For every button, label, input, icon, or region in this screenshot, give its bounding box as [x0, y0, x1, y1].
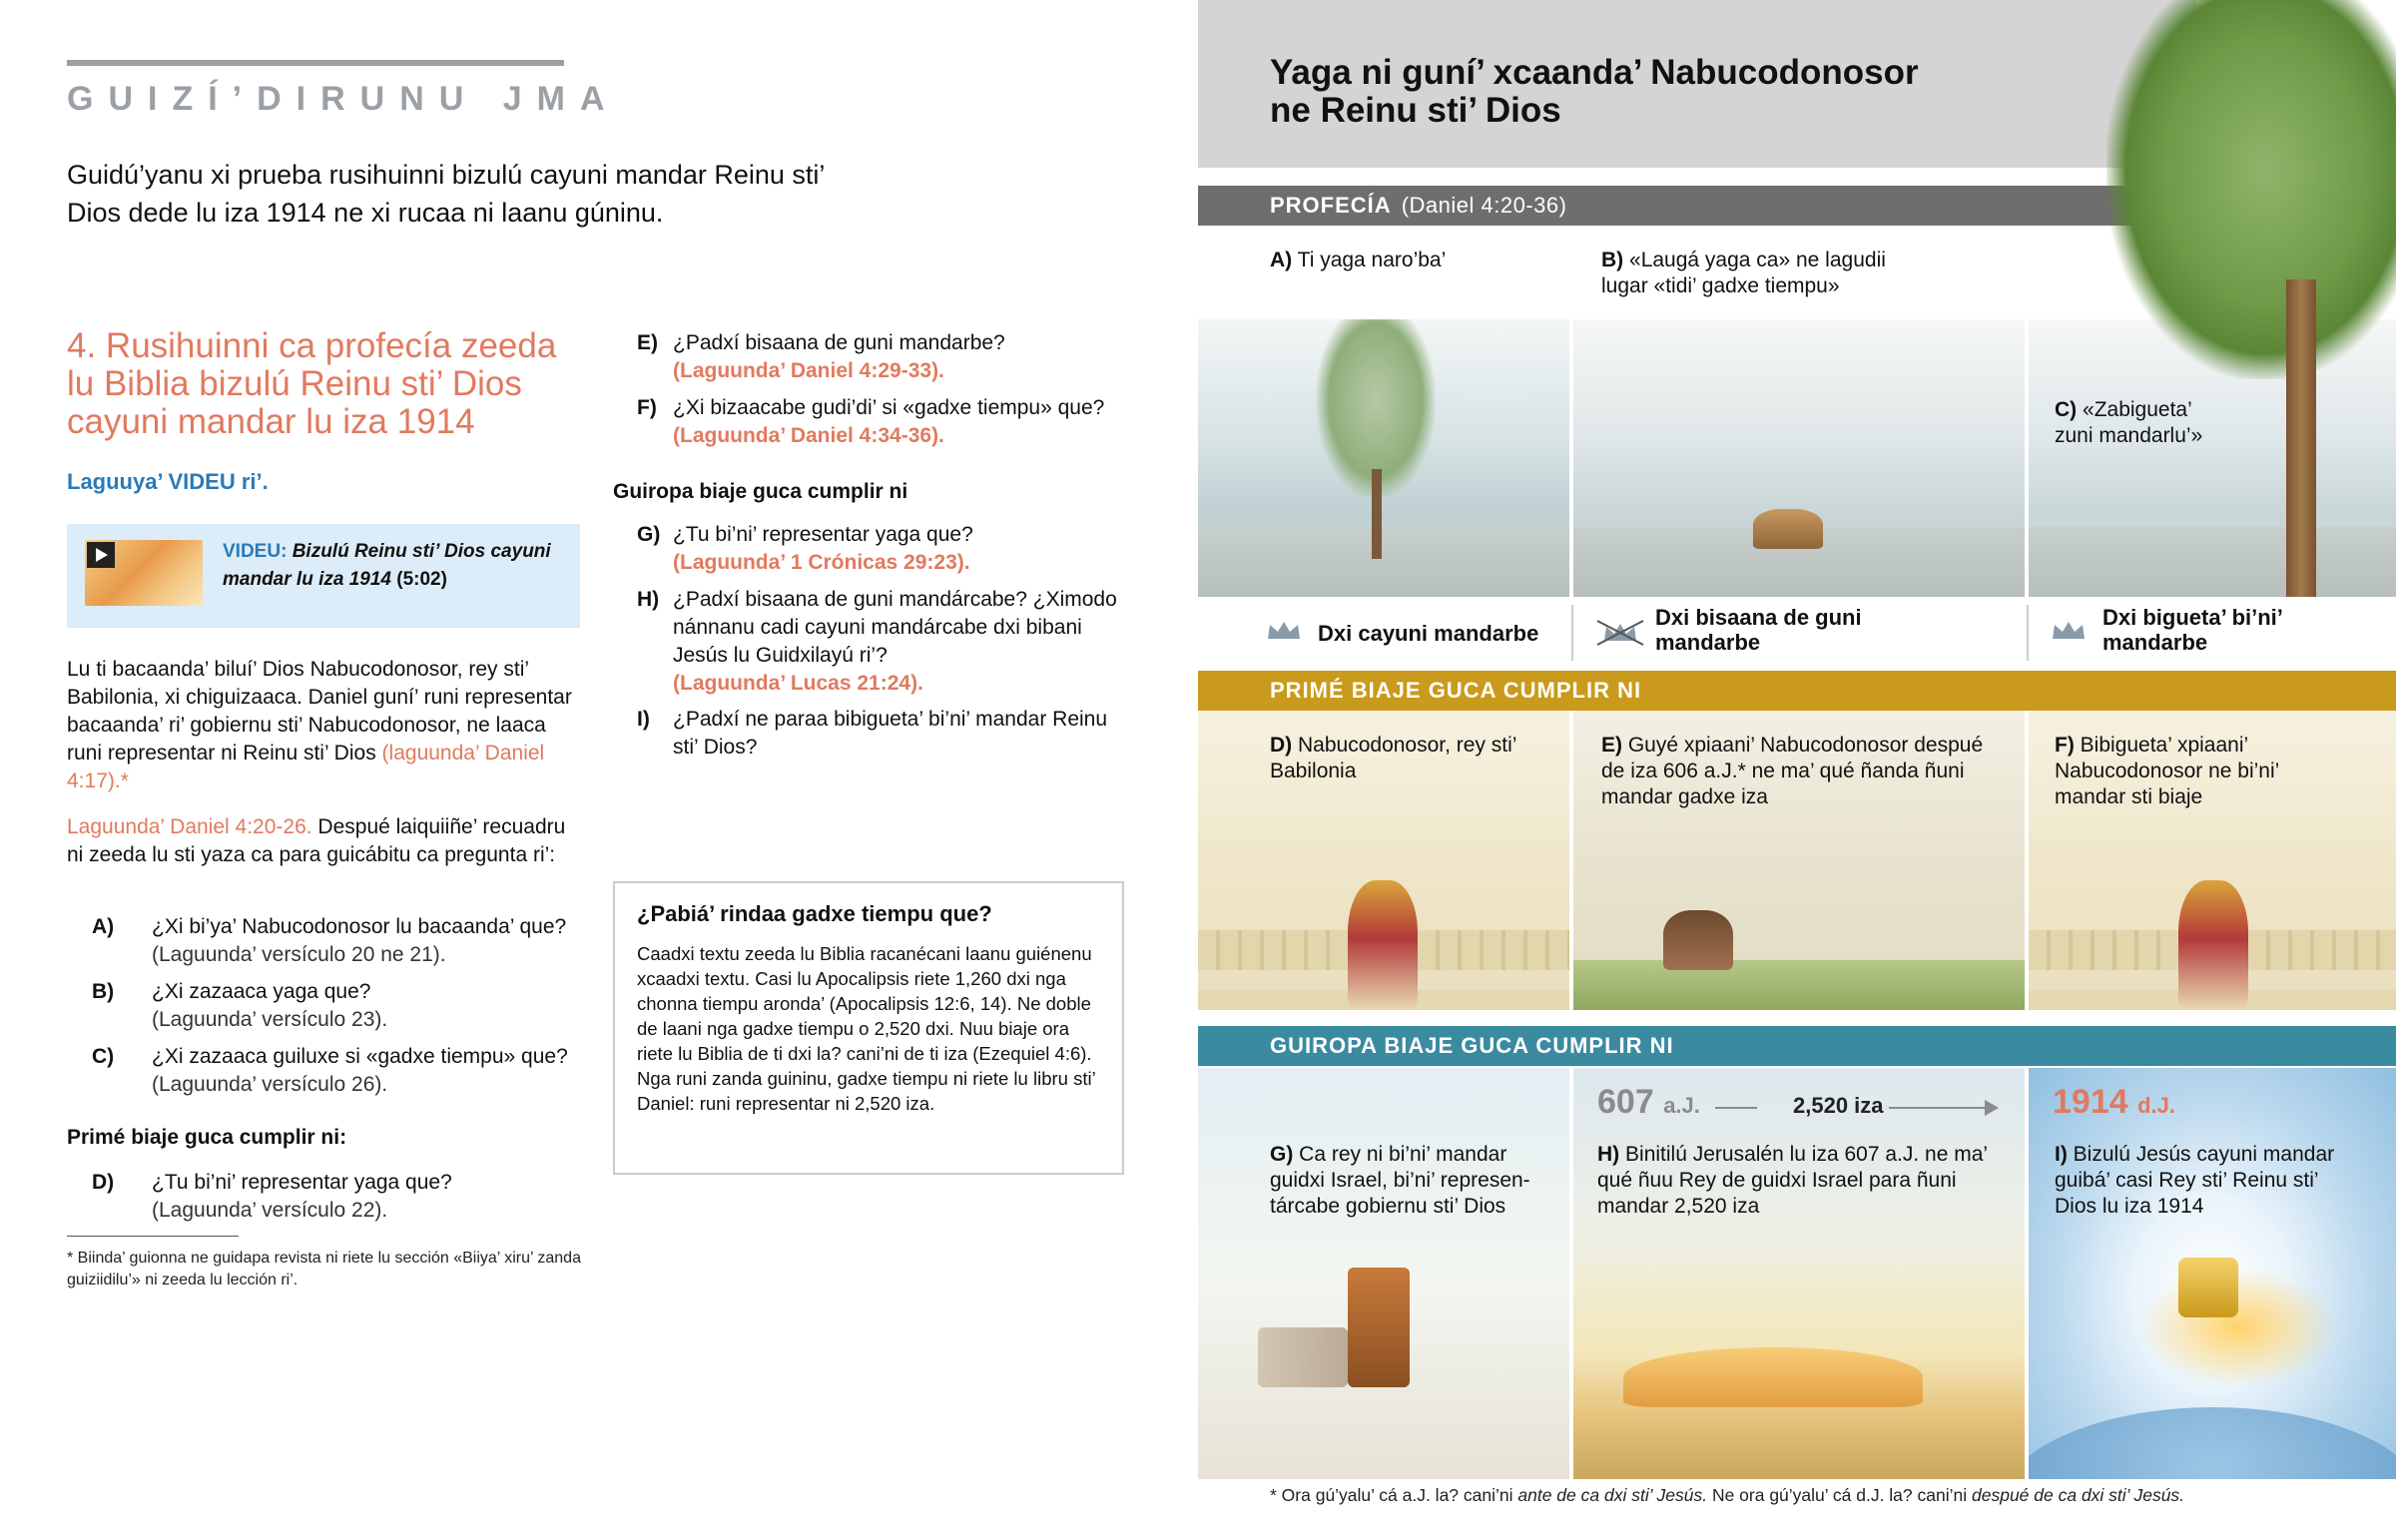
king-on-throne	[1348, 1268, 1410, 1387]
question-text: ¿Padxí bisaana de guni mandárcabe? ¿Ximodo nánnanu cadi cayuni mandárcabe dxi bibani Jesús lu Guidxilayú ri’?	[673, 588, 1117, 667]
question-ref: (Laguunda’ versículo 23).	[152, 1008, 388, 1031]
panel-g-kings	[1198, 1068, 1569, 1479]
panel-a-large-tree	[1198, 319, 1569, 597]
timeline-end: 1914 d.J.	[2053, 1083, 2175, 1121]
crossed-crown-icon	[1595, 617, 1645, 647]
band-second-fulfillment	[1198, 1026, 2396, 1066]
info-box-text: Caadxi textu zeeda lu Biblia racanécani laanu guiénenu xcaadxi textu. Casi lu Apocalipsis riete 1,260 dxi nga chonna tiempu aronda’ (Apocalipsis 12:6, 14). Ne doble de laani nga gadxe tiempu o 2,520 dxi. Nuu biaje ora riete lu Biblia de ti dxi la? cani’ni de ti iza (Ezequiel 4:6). Nga runi zanda guininu, gadxe tiempu ni riete lu libru sti’ Daniel: runi representar ni 2,520 iza.	[637, 943, 1095, 1114]
panel-b-stump	[1573, 319, 2025, 597]
intro-text: Guidú’yanu xi prueba rusihuinni bizulú cayuni mandar Reinu sti’ Dios dede lu iza 1914 ne xi rucaa ni laanu gúninu.	[67, 160, 825, 228]
big-tree-trunk	[2286, 279, 2316, 599]
question-g	[637, 521, 1156, 577]
section-title: 4. Rusihuinni ca profecía zeeda lu Biblia bizulú Reinu sti’ Dios cayuni mandar lu iza 1914	[67, 326, 557, 441]
nebuchadnezzar-figure	[2178, 880, 2248, 1010]
question-text: ¿Xi zazaaca guiluxe si «gadxe tiempu» que?	[152, 1045, 568, 1068]
question-ref: (Laguunda’ versículo 22).	[152, 1199, 388, 1222]
question-b	[92, 978, 591, 1034]
footnote-right: * Ora gú’yalu’ cá a.J. la? cani’ni ante de ca dxi sti’ Jesús. Ne ora gú’yalu’ cá d.J. la? cani’ni despué de ca dxi sti’ Jesús.	[1270, 1485, 2185, 1505]
question-letter: F)	[637, 396, 657, 419]
illustration-title: Yaga ni guní’ xcaanda’ Nabucodonosor ne Reinu sti’ Dios	[1270, 53, 1919, 130]
scripture-link[interactable]: (Laguunda’ Daniel 4:34-36).	[673, 424, 944, 447]
question-i	[637, 706, 1126, 762]
question-letter: A)	[92, 915, 115, 938]
panel-i-label: I) Bizulú Jesús cayuni mandar guibá’ casi Rey sti’ Reinu sti’ Dios lu iza 1914	[2055, 1143, 2335, 1218]
question-letter: H)	[637, 588, 660, 611]
panel-c-label: C) «Zabigueta’ zuni mandarlu’»	[2055, 398, 2203, 447]
timeline-line	[1715, 1107, 1757, 1109]
question-letter: B)	[92, 980, 115, 1003]
panel-d-label: D) Nabucodonosor, rey sti’ Babilonia	[1270, 734, 1516, 782]
paragraph-2-text: Despué laiquiiñe’ recuadru ni zeeda lu sti yaza ca para guicábitu ca pregunta ri’:	[67, 815, 566, 866]
paragraph-1-text: Lu ti bacaanda’ biluí’ Dios Nabucodonosor, rey sti’ Babilonia, xi chiguizaaca. Daniel guní’ runi representar bacaanda’ ri’ gobiernu sti’ Nabucodonosor, ne laaca runi representar ni Reinu sti’ Dios	[67, 658, 572, 765]
people-illustration	[1258, 1327, 1348, 1387]
question-d	[92, 1169, 591, 1225]
status-restored: Dxi bigueta’ bi’ni’ mandarbe	[2102, 605, 2282, 655]
earth-illustration	[2029, 1407, 2396, 1479]
panel-h-label: H) Binitilú Jerusalén lu iza 607 a.J. ne ma’ qué ñuu Rey de guidxi Israel para ñuni mandar 2,520 iza	[1597, 1143, 1988, 1218]
question-text: ¿Xi bizaacabe gudi’di’ si «gadxe tiempu» que?	[673, 396, 1105, 419]
question-text: ¿Tu bi’ni’ representar yaga que?	[152, 1171, 452, 1194]
info-box-title: ¿Pabiá’ rindaa gadxe tiempu que?	[637, 901, 992, 926]
heavenly-glow	[2138, 1268, 2338, 1387]
status-stopped: Dxi bisaana de guni mandarbe	[1655, 605, 1862, 655]
scripture-link[interactable]: Laguunda’ Daniel 4:20-26.	[67, 815, 312, 838]
band-prophecy-label: PROFECÍA	[1270, 193, 1392, 218]
band-first-label: PRIMÉ BIAJE GUCA CUMPLIR NI	[1270, 678, 1642, 703]
video-card[interactable]	[67, 524, 580, 628]
first-fulfillment-label: Primé biaje guca cumplir ni:	[67, 1126, 347, 1149]
panel-f-label: F) Bibigueta’ xpiaani’ Nabucodonosor ne bi’ni’ mandar sti biaje	[2055, 734, 2279, 808]
video-title[interactable]: Bizulú Reinu sti’ Dios cayuni mandar lu iza 1914	[223, 541, 551, 590]
timeline-line	[1889, 1107, 1989, 1109]
paragraph-1	[67, 656, 586, 795]
section-header: GUIZÍ’DIRUNU JMA	[67, 80, 620, 118]
status-ruling: Dxi cayuni mandarbe	[1318, 621, 1539, 646]
question-letter: I)	[637, 708, 650, 731]
second-fulfillment-label: Guiropa biaje guca cumplir ni	[613, 480, 908, 503]
arrow-right-icon	[1985, 1100, 1999, 1116]
question-text: ¿Padxí ne paraa bibigueta’ bi’ni’ mandar Reinu sti’ Dios?	[673, 708, 1108, 759]
nebuchadnezzar-figure	[1663, 910, 1733, 970]
timeline-span: 2,520 iza	[1793, 1093, 1884, 1118]
question-c	[92, 1043, 611, 1099]
panel-b-label: B) «Laugá yaga ca» ne lagudii lugar «tidi’ gadxe tiempu»	[1601, 249, 1886, 297]
video-caption[interactable]	[223, 538, 562, 594]
scripture-link[interactable]: (Laguunda’ Lucas 21:24).	[673, 672, 923, 695]
question-e	[637, 329, 1156, 385]
question-h	[637, 586, 1126, 698]
band-second-label: GUIROPA BIAJE GUCA CUMPLIR NI	[1270, 1033, 1674, 1058]
panel-g-label: G) Ca rey ni bi’ni’ mandar guidxi Israel, bi’ni’ represen-tárcabe gobiernu sti’ Dios	[1270, 1143, 1530, 1218]
question-text: ¿Xi bi’ya’ Nabucodonosor lu bacaanda’ que?	[152, 915, 567, 938]
video-label: VIDEU:	[223, 541, 288, 562]
panel-i-heaven	[2029, 1068, 2396, 1479]
heavenly-throne	[2178, 1258, 2238, 1317]
footnote: * Biinda’ guionna ne guidapa revista ni riete lu sección «Biiya’ xiru’ zanda guiziidilu’» ni zeeda lu lección ri’.	[67, 1250, 581, 1288]
question-f	[637, 394, 1156, 450]
timeline-start: 607 a.J.	[1597, 1083, 1700, 1121]
burning-city	[1623, 1347, 1923, 1407]
question-a	[92, 913, 591, 969]
question-text: ¿Padxí bisaana de guni mandarbe?	[673, 331, 1005, 354]
stump-illustration	[1753, 509, 1823, 549]
play-icon[interactable]	[87, 542, 115, 568]
panel-h-jerusalem	[1573, 1068, 2025, 1479]
question-ref: (Laguunda’ versículo 20 ne 21).	[152, 943, 446, 966]
big-tree-crown	[2106, 0, 2396, 379]
question-text: ¿Xi zazaaca yaga que?	[152, 980, 371, 1003]
info-box	[613, 881, 1124, 1175]
crown-icon	[1266, 619, 1302, 643]
scripture-link[interactable]: (Laguunda’ Daniel 4:29-33).	[673, 359, 944, 382]
crown-icon	[2051, 619, 2087, 643]
band-first-fulfillment	[1198, 671, 2396, 711]
question-letter: E)	[637, 331, 658, 354]
question-letter: D)	[92, 1171, 115, 1194]
paragraph-2	[67, 813, 586, 869]
tree-trunk	[1372, 469, 1382, 559]
video-duration: (5:02)	[396, 569, 447, 590]
question-letter: C)	[92, 1045, 115, 1068]
band-prophecy-ref: (Daniel 4:20-36)	[1401, 193, 1567, 218]
nebuchadnezzar-figure	[1348, 880, 1418, 1010]
scripture-link[interactable]: (Laguunda’ 1 Crónicas 29:23).	[673, 551, 970, 574]
question-letter: G)	[637, 523, 661, 546]
question-ref: (Laguunda’ versículo 26).	[152, 1073, 388, 1096]
question-text: ¿Tu bi’ni’ representar yaga que?	[673, 523, 973, 546]
video-thumbnail[interactable]	[85, 540, 203, 606]
panel-e-label: E) Guyé xpiaani’ Nabucodonosor despué de iza 606 a.J.* ne ma’ qué ñanda ñuni mandar gadxe iza	[1601, 734, 1984, 808]
panel-a-label: A) Ti yaga naro’ba’	[1270, 249, 1447, 271]
footnote-rule	[67, 1236, 239, 1237]
header-rule	[67, 60, 564, 66]
scripture-link[interactable]: (laguunda’ Daniel 4:17).*	[67, 742, 545, 792]
video-lead: Laguuya’ VIDEU ri’.	[67, 469, 269, 494]
